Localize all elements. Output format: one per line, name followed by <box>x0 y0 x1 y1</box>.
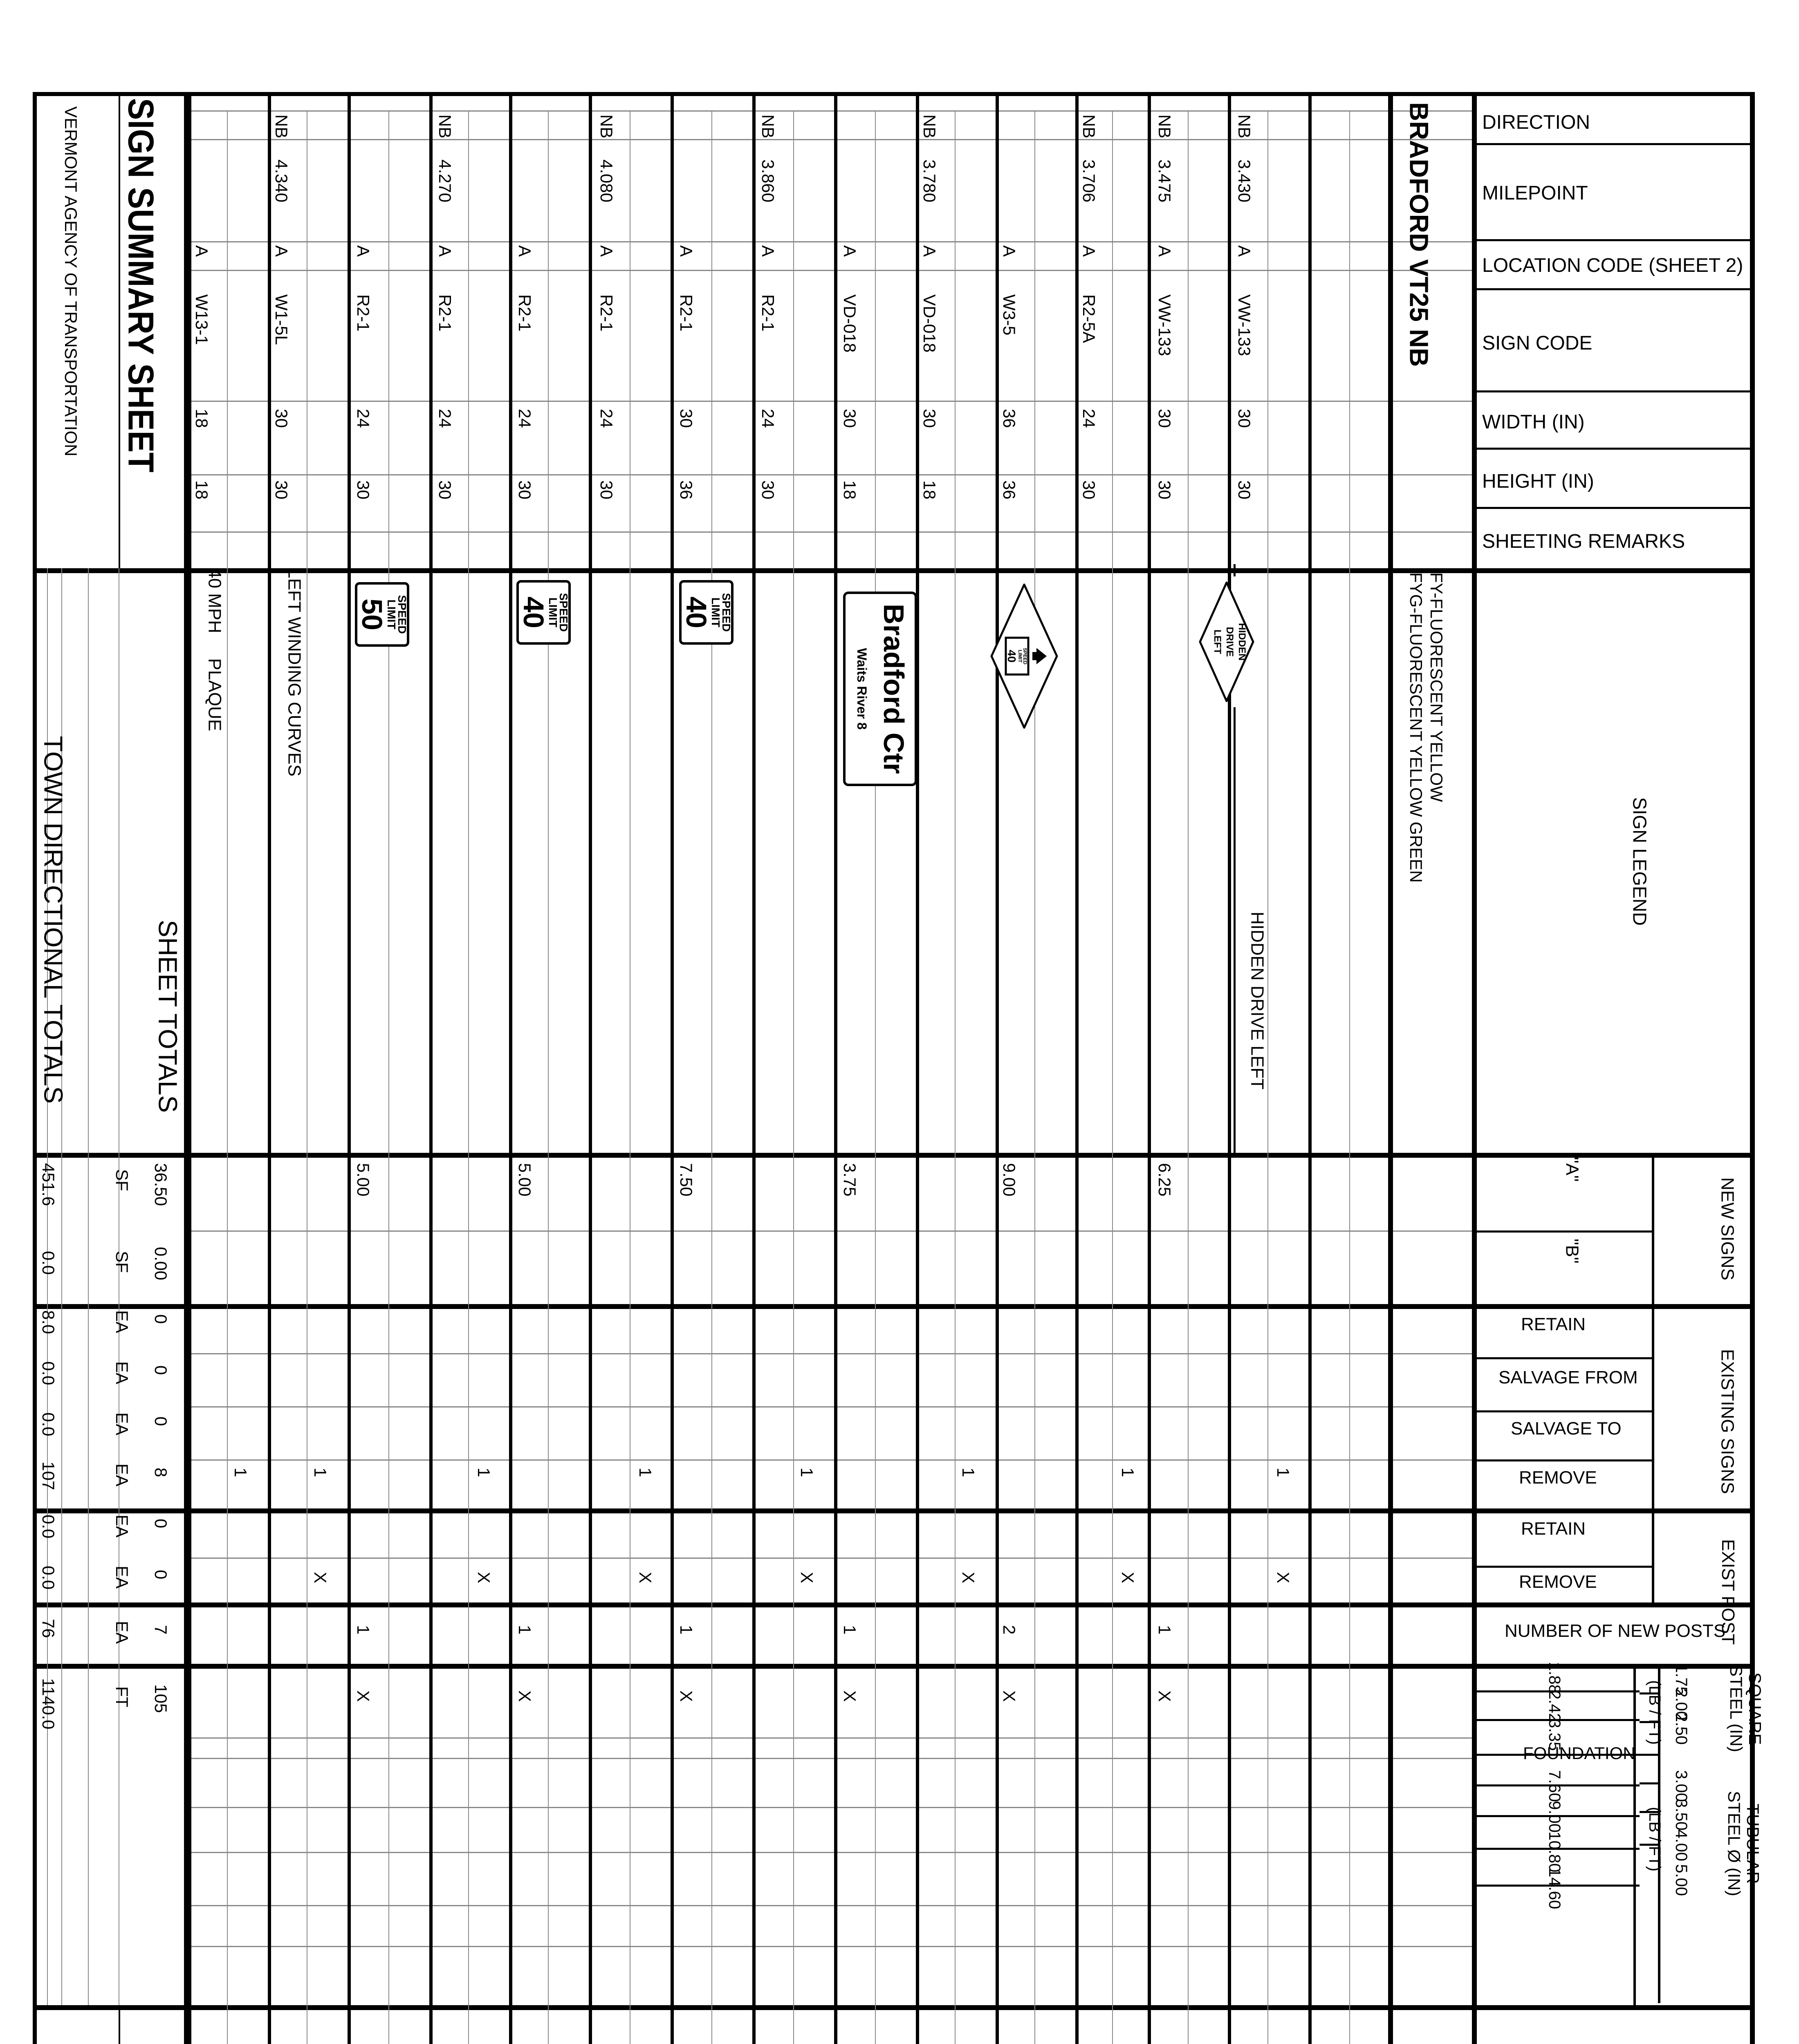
cell-location-code: A <box>272 245 292 257</box>
sign-text: LEFT <box>1212 630 1223 654</box>
header-height: HEIGHT (IN) <box>1482 471 1594 492</box>
cell-remove: 1 <box>797 1468 817 1477</box>
sheet-total-steel: 105 <box>151 1684 171 1713</box>
legend-40-mph-plaque: 40 MPH PLAQUE <box>204 568 225 731</box>
cell-new-posts: 1 <box>354 1625 373 1635</box>
grid-line <box>1308 92 1312 2044</box>
grid-line <box>1476 1566 1652 1568</box>
grid-line <box>1476 1230 1652 1233</box>
sign-text: 40 <box>1005 650 1018 663</box>
cell-new-a: 5.00 <box>354 1163 373 1197</box>
grid-line <box>188 1459 1472 1461</box>
grid-line <box>188 1737 1472 1739</box>
sheet-total-retain: 0 <box>151 1314 171 1324</box>
tub-weight-3: 10.80 <box>1546 1831 1563 1873</box>
grid-line <box>834 92 837 2044</box>
tub-weight-1: 7.60 <box>1546 1770 1563 1802</box>
tub-size-2: 3.50 <box>1672 1799 1690 1831</box>
cell-new-posts: 1 <box>1155 1625 1175 1635</box>
grid-line <box>1476 288 1750 290</box>
cell-direction: NB <box>272 114 292 139</box>
sign-text: DRIVE <box>1224 627 1235 657</box>
cell-sign-code: VD-018 <box>920 294 940 353</box>
town-total-retain: 8.0 <box>39 1310 58 1334</box>
grid-line <box>1075 92 1079 2044</box>
tub-size-4: 5.00 <box>1672 1864 1690 1896</box>
grid-line <box>1476 1410 1652 1412</box>
grid-line <box>752 92 756 2044</box>
grid-line <box>1034 110 1035 2044</box>
cell-height: 30 <box>1079 480 1099 500</box>
cell-square-steel: X <box>840 1690 860 1702</box>
sign-text: LIMIT <box>1017 650 1023 663</box>
grid-line <box>184 92 189 2044</box>
header-foundation: FOUNDATION <box>1523 1744 1635 1763</box>
cell-height: 30 <box>1155 480 1175 500</box>
tub-lbft: (LB / FT) <box>1646 1807 1664 1871</box>
cell-post-remove: X <box>474 1572 494 1584</box>
cell-milepoint: 4.270 <box>435 159 455 203</box>
cell-direction: NB <box>1235 114 1254 139</box>
grid-line <box>188 270 1472 271</box>
header-retain: RETAIN <box>1521 1314 1586 1334</box>
unit-ea: EA <box>112 1566 132 1589</box>
header-num-new-posts: NUMBER OF NEW POSTS <box>1505 1621 1726 1641</box>
header-sign-code: SIGN CODE <box>1482 332 1593 354</box>
grid-line <box>33 92 37 2044</box>
grid-line <box>33 2005 1754 2010</box>
cell-location-code: A <box>920 245 940 257</box>
sign-text: 50 <box>356 598 388 630</box>
legend-hidden-drive-left: HIDDEN DRIVE LEFT <box>1247 912 1267 1090</box>
header-salvage-to: SALVAGE TO <box>1511 1419 1622 1439</box>
cell-direction: NB <box>1079 114 1099 139</box>
grid-line <box>711 110 712 2044</box>
sign-text: LIMIT <box>709 597 722 628</box>
header-new-signs: NEW SIGNS <box>1717 1177 1738 1280</box>
header-location-code: LOCATION CODE (SHEET 2) <box>1482 255 1743 276</box>
tub-size-3: 4.00 <box>1672 1829 1690 1861</box>
cell-sign-code: R2-1 <box>354 294 373 332</box>
cell-direction: NB <box>758 114 778 139</box>
sign-text: HIDDEN <box>1236 623 1247 661</box>
cell-height: 30 <box>597 480 617 500</box>
grid-line <box>509 92 512 2044</box>
grid-line <box>227 110 228 2044</box>
cell-width: 30 <box>677 409 696 428</box>
cell-remove: 1 <box>959 1468 978 1477</box>
grid-line <box>1349 110 1350 2044</box>
sq-size-2: 2.00 <box>1672 1688 1690 1720</box>
town-total-post-retain: 0.0 <box>39 1515 58 1539</box>
grid-line <box>1476 390 1750 392</box>
sheeting-note-fyg: FYG-FLUORESCENT YELLOW GREEN <box>1406 572 1426 883</box>
header-salvage-from: SALVAGE FROM <box>1498 1367 1638 1387</box>
cell-square-steel: X <box>515 1690 535 1702</box>
cell-square-steel: X <box>677 1690 696 1702</box>
header-new-a: "A" <box>1562 1157 1582 1182</box>
sign-text: SPEED <box>557 593 570 632</box>
cell-post-remove: X <box>636 1572 655 1584</box>
grid-line <box>33 1508 1754 1513</box>
grid-line <box>1476 448 1750 450</box>
cell-milepoint: 3.780 <box>920 159 940 203</box>
cell-remove: 1 <box>231 1468 251 1477</box>
cell-height: 36 <box>1000 480 1019 500</box>
grid-line <box>188 1406 1472 1407</box>
grid-line <box>188 474 1472 475</box>
header-post-remove: REMOVE <box>1519 1572 1597 1592</box>
cell-sign-code: W13-1 <box>192 294 212 345</box>
header-tubular-steel: TUBULAR STEEL Ø (IN) <box>1724 1791 1763 1896</box>
town-total-new-a: 451.6 <box>39 1163 58 1206</box>
grid-line <box>996 92 999 2044</box>
town-total-salvage-to: 0.0 <box>39 1412 58 1437</box>
grid-line <box>793 110 794 2044</box>
unit-ea: EA <box>112 1464 132 1487</box>
grid-line <box>188 1230 1472 1232</box>
sign-text: SPEED <box>396 595 408 634</box>
cell-sign-code: R2-1 <box>677 294 696 332</box>
unit-ea: EA <box>112 1310 132 1334</box>
grid-line <box>955 110 956 2044</box>
grid-line <box>33 92 1754 96</box>
grid-line <box>1112 110 1113 2044</box>
cell-new-posts: 1 <box>840 1625 860 1635</box>
cell-width: 36 <box>1000 409 1019 428</box>
cell-milepoint: 4.340 <box>272 159 292 203</box>
sheet-total-salvage-from: 0 <box>151 1365 171 1375</box>
cell-location-code: A <box>597 245 617 257</box>
location-header: BRADFORD VT25 NB <box>1404 102 1434 367</box>
cell-location-code: A <box>1235 245 1254 257</box>
sheet-total-salvage-to: 0 <box>151 1416 171 1426</box>
cell-width: 30 <box>272 409 292 428</box>
cell-width: 24 <box>515 409 535 428</box>
cell-remove: 1 <box>474 1468 494 1477</box>
grid-line <box>188 110 1472 112</box>
header-existing-signs: EXISTING SIGNS <box>1717 1349 1738 1494</box>
sheet-total-post-retain: 0 <box>151 1519 171 1529</box>
grid-line <box>1476 1459 1652 1461</box>
cell-height: 30 <box>354 480 373 500</box>
cell-location-code: A <box>1079 245 1099 257</box>
cell-location-code: A <box>840 245 860 257</box>
sq-size-3: 2.50 <box>1672 1713 1690 1745</box>
sq-weight-1: 1.88 <box>1546 1662 1563 1694</box>
grid-line <box>589 92 592 2044</box>
cell-remove: 1 <box>636 1468 655 1477</box>
cell-width: 24 <box>597 409 617 428</box>
cell-location-code: A <box>515 245 535 257</box>
cell-milepoint: 3.706 <box>1079 159 1099 203</box>
cell-sign-code: R2-1 <box>597 294 617 332</box>
town-total-post-remove: 0.0 <box>39 1566 58 1590</box>
sign-text: LIMIT <box>547 597 559 628</box>
cell-direction: NB <box>920 114 940 139</box>
sheet-total-post-remove: 0 <box>151 1570 171 1580</box>
cell-width: 18 <box>192 409 212 428</box>
cell-height: 30 <box>435 480 455 500</box>
header-remove: REMOVE <box>1519 1468 1597 1488</box>
bradford-ctr-guide-sign-icon <box>842 591 918 787</box>
sheet-total-new-posts: 7 <box>151 1625 171 1635</box>
cell-location-code: A <box>1000 245 1019 257</box>
unit-ea: EA <box>112 1361 132 1385</box>
cell-sign-code: R2-1 <box>515 294 535 332</box>
cell-new-posts: 2 <box>1000 1625 1019 1635</box>
grid-line <box>1652 1153 1654 1602</box>
grid-line <box>1476 143 1750 145</box>
sign-text: Bradford Ctr <box>878 603 910 774</box>
cell-milepoint: 3.430 <box>1235 159 1254 203</box>
grid-line <box>188 401 1472 402</box>
grid-line <box>188 1905 1472 1906</box>
header-exist-post: EXIST POST <box>1718 1539 1738 1645</box>
grid-line <box>188 139 1472 140</box>
sq-size-1: 1.75 <box>1672 1664 1690 1696</box>
cell-remove: 1 <box>311 1468 330 1477</box>
cell-milepoint: 3.475 <box>1155 159 1175 203</box>
grid-line <box>388 110 389 2044</box>
sheet-total-new-b: 0.00 <box>151 1247 171 1280</box>
cell-milepoint: 3.860 <box>758 159 778 203</box>
cell-height: 18 <box>840 480 860 500</box>
cell-post-remove: X <box>1274 1572 1293 1584</box>
cell-location-code: A <box>192 245 212 257</box>
grid-line <box>33 1153 1754 1158</box>
cell-width: 24 <box>435 409 455 428</box>
grid-line <box>875 110 876 2044</box>
grid-line <box>188 1946 1472 1947</box>
sheet-title: SIGN SUMMARY SHEET <box>121 98 161 473</box>
unit-ea: EA <box>112 1515 132 1538</box>
cell-post-remove: X <box>1118 1572 1138 1584</box>
unit-ea: EA <box>112 1412 132 1436</box>
cell-milepoint: 4.080 <box>597 159 617 203</box>
sheet-total-new-a: 36.50 <box>151 1163 171 1206</box>
grid-line <box>1633 1664 1636 1754</box>
grid-line <box>548 110 549 2044</box>
grid-line <box>88 568 89 2005</box>
sign-text: SPEED <box>1022 648 1028 665</box>
cell-location-code: A <box>1155 245 1175 257</box>
cell-width: 24 <box>758 409 778 428</box>
grid-line <box>468 110 469 2044</box>
grid-line <box>348 92 351 2044</box>
town-total-remove: 107 <box>39 1461 58 1490</box>
cell-location-code: A <box>758 245 778 257</box>
cell-height: 30 <box>272 480 292 500</box>
grid-line <box>188 1758 1472 1759</box>
cell-new-posts: 1 <box>677 1625 696 1635</box>
hidden-drive-left-sign-icon <box>1198 580 1255 703</box>
grid-line <box>1267 110 1268 2044</box>
grid-line <box>916 92 919 2044</box>
cell-height: 36 <box>677 480 696 500</box>
tub-weight-4: 14.60 <box>1546 1868 1563 1910</box>
sheet-totals-label: SHEET TOTALS <box>153 920 183 1113</box>
grid-line <box>268 92 271 2044</box>
grid-line <box>1388 92 1393 2044</box>
town-total-new-posts: 76 <box>39 1619 58 1638</box>
tub-size-1: 3.00 <box>1672 1770 1690 1802</box>
cell-new-a: 7.50 <box>677 1163 696 1197</box>
grid-line <box>33 1304 1754 1309</box>
sheeting-note-fy: FY-FLUORESCENT YELLOW <box>1427 572 1447 802</box>
speed-advisory-sign-icon <box>989 583 1059 730</box>
town-total-salvage-from: 0.0 <box>39 1361 58 1385</box>
speed-limit-50-sign-icon <box>354 582 410 647</box>
grid-line <box>429 92 433 2044</box>
grid-line <box>33 1602 1754 1607</box>
cell-post-remove: X <box>959 1572 978 1584</box>
town-total-steel: 1140.0 <box>39 1678 58 1730</box>
cell-sign-code: VW-133 <box>1155 294 1175 356</box>
grid-line <box>1476 507 1750 509</box>
cell-width: 30 <box>1235 409 1254 428</box>
cell-location-code: A <box>677 245 696 257</box>
sign-text: 40 <box>680 596 712 628</box>
town-total-new-b: 0.0 <box>39 1251 58 1275</box>
unit-sf: SF <box>112 1251 132 1273</box>
cell-width: 24 <box>354 409 373 428</box>
sq-weight-3: 3.35 <box>1546 1719 1563 1751</box>
grid-line <box>1148 92 1151 2044</box>
cell-sign-code: W3-5 <box>1000 294 1019 336</box>
cell-height: 30 <box>758 480 778 500</box>
grid-line <box>1476 1357 1652 1359</box>
cell-post-remove: X <box>311 1572 330 1584</box>
sign-text: LIMIT <box>385 599 398 630</box>
grid-line <box>1633 1754 1636 2005</box>
legend-left-winding-curves: LEFT WINDING CURVES <box>284 568 305 777</box>
speed-limit-40-sign-icon <box>679 580 734 645</box>
unit-sf: SF <box>112 1169 132 1191</box>
grid-line <box>671 92 674 2044</box>
cell-direction: NB <box>435 114 455 139</box>
grid-line <box>1640 1782 1660 1784</box>
header-sheeting-remarks: SHEETING REMARKS <box>1482 531 1685 552</box>
header-new-b: "B" <box>1562 1239 1582 1264</box>
cell-new-a: 5.00 <box>515 1163 535 1197</box>
header-milepoint: MILEPOINT <box>1482 182 1588 204</box>
cell-new-posts: 1 <box>515 1625 535 1635</box>
header-sign-legend: SIGN LEGEND <box>1629 797 1651 926</box>
cell-height: 18 <box>920 480 940 500</box>
header-direction: DIRECTION <box>1482 112 1590 133</box>
grid-line <box>188 1558 1472 1559</box>
cell-new-a: 9.00 <box>1000 1163 1019 1197</box>
cell-sign-code: R2-1 <box>435 294 455 332</box>
cell-height: 30 <box>1235 480 1254 500</box>
grid-line <box>119 2005 120 2044</box>
header-post-retain: RETAIN <box>1521 1519 1586 1539</box>
agency-name: VERMONT AGENCY OF TRANSPORTATION <box>61 106 81 457</box>
cell-width: 30 <box>840 409 860 428</box>
cell-width: 24 <box>1079 409 1099 428</box>
cell-square-steel: X <box>1155 1690 1175 1702</box>
grid-line <box>33 1664 1754 1669</box>
sheet-total-remove: 8 <box>151 1468 171 1477</box>
speed-limit-40-sign-icon <box>516 580 571 645</box>
sign-text: Waits River 8 <box>855 648 869 730</box>
grid-line <box>1472 92 1477 2044</box>
cell-sign-code: R2-5A <box>1079 294 1099 343</box>
cell-width: 30 <box>920 409 940 428</box>
cell-direction: NB <box>1155 114 1175 139</box>
cell-location-code: A <box>354 245 373 257</box>
grid-line <box>1188 110 1189 2044</box>
cell-new-a: 3.75 <box>840 1163 860 1197</box>
grid-line <box>119 92 120 568</box>
sign-text: 40 <box>518 596 550 628</box>
grid-line <box>188 241 1472 242</box>
unit-ea: EA <box>112 1621 132 1644</box>
sign-text: SPEED <box>720 593 733 632</box>
cell-sign-code: R2-1 <box>758 294 778 332</box>
cell-square-steel: X <box>1000 1690 1019 1702</box>
tub-weight-2: 9.00 <box>1546 1801 1563 1833</box>
sq-lbft: (LB / FT) <box>1646 1680 1664 1745</box>
cell-height: 30 <box>515 480 535 500</box>
cell-location-code: A <box>435 245 455 257</box>
grid-line <box>188 1353 1472 1354</box>
cell-direction: NB <box>597 114 617 139</box>
cell-height: 18 <box>192 480 212 500</box>
header-width: WIDTH (IN) <box>1482 411 1585 433</box>
sq-weight-2: 2.42 <box>1546 1690 1563 1722</box>
town-totals-label: TOWN DIRECTIONAL TOTALS <box>38 736 68 1104</box>
grid-line <box>188 1852 1472 1853</box>
grid-line <box>188 531 1472 533</box>
cell-new-a: 6.25 <box>1155 1163 1175 1197</box>
cell-remove: 1 <box>1118 1468 1138 1477</box>
cell-sign-code: VD-018 <box>840 294 860 353</box>
grid-line <box>1476 239 1750 241</box>
cell-sign-code: W1-5L <box>272 294 292 345</box>
unit-ft: FT <box>112 1686 132 1708</box>
header-square-steel: SQUARE STEEL (IN) <box>1726 1665 1765 1753</box>
grid-line <box>188 1807 1472 1808</box>
cell-square-steel: X <box>354 1690 373 1702</box>
cell-sign-code: VW-133 <box>1235 294 1254 356</box>
grid-line <box>1228 92 1231 2044</box>
cell-remove: 1 <box>1274 1468 1293 1477</box>
cell-width: 30 <box>1155 409 1175 428</box>
cell-post-remove: X <box>797 1572 817 1584</box>
